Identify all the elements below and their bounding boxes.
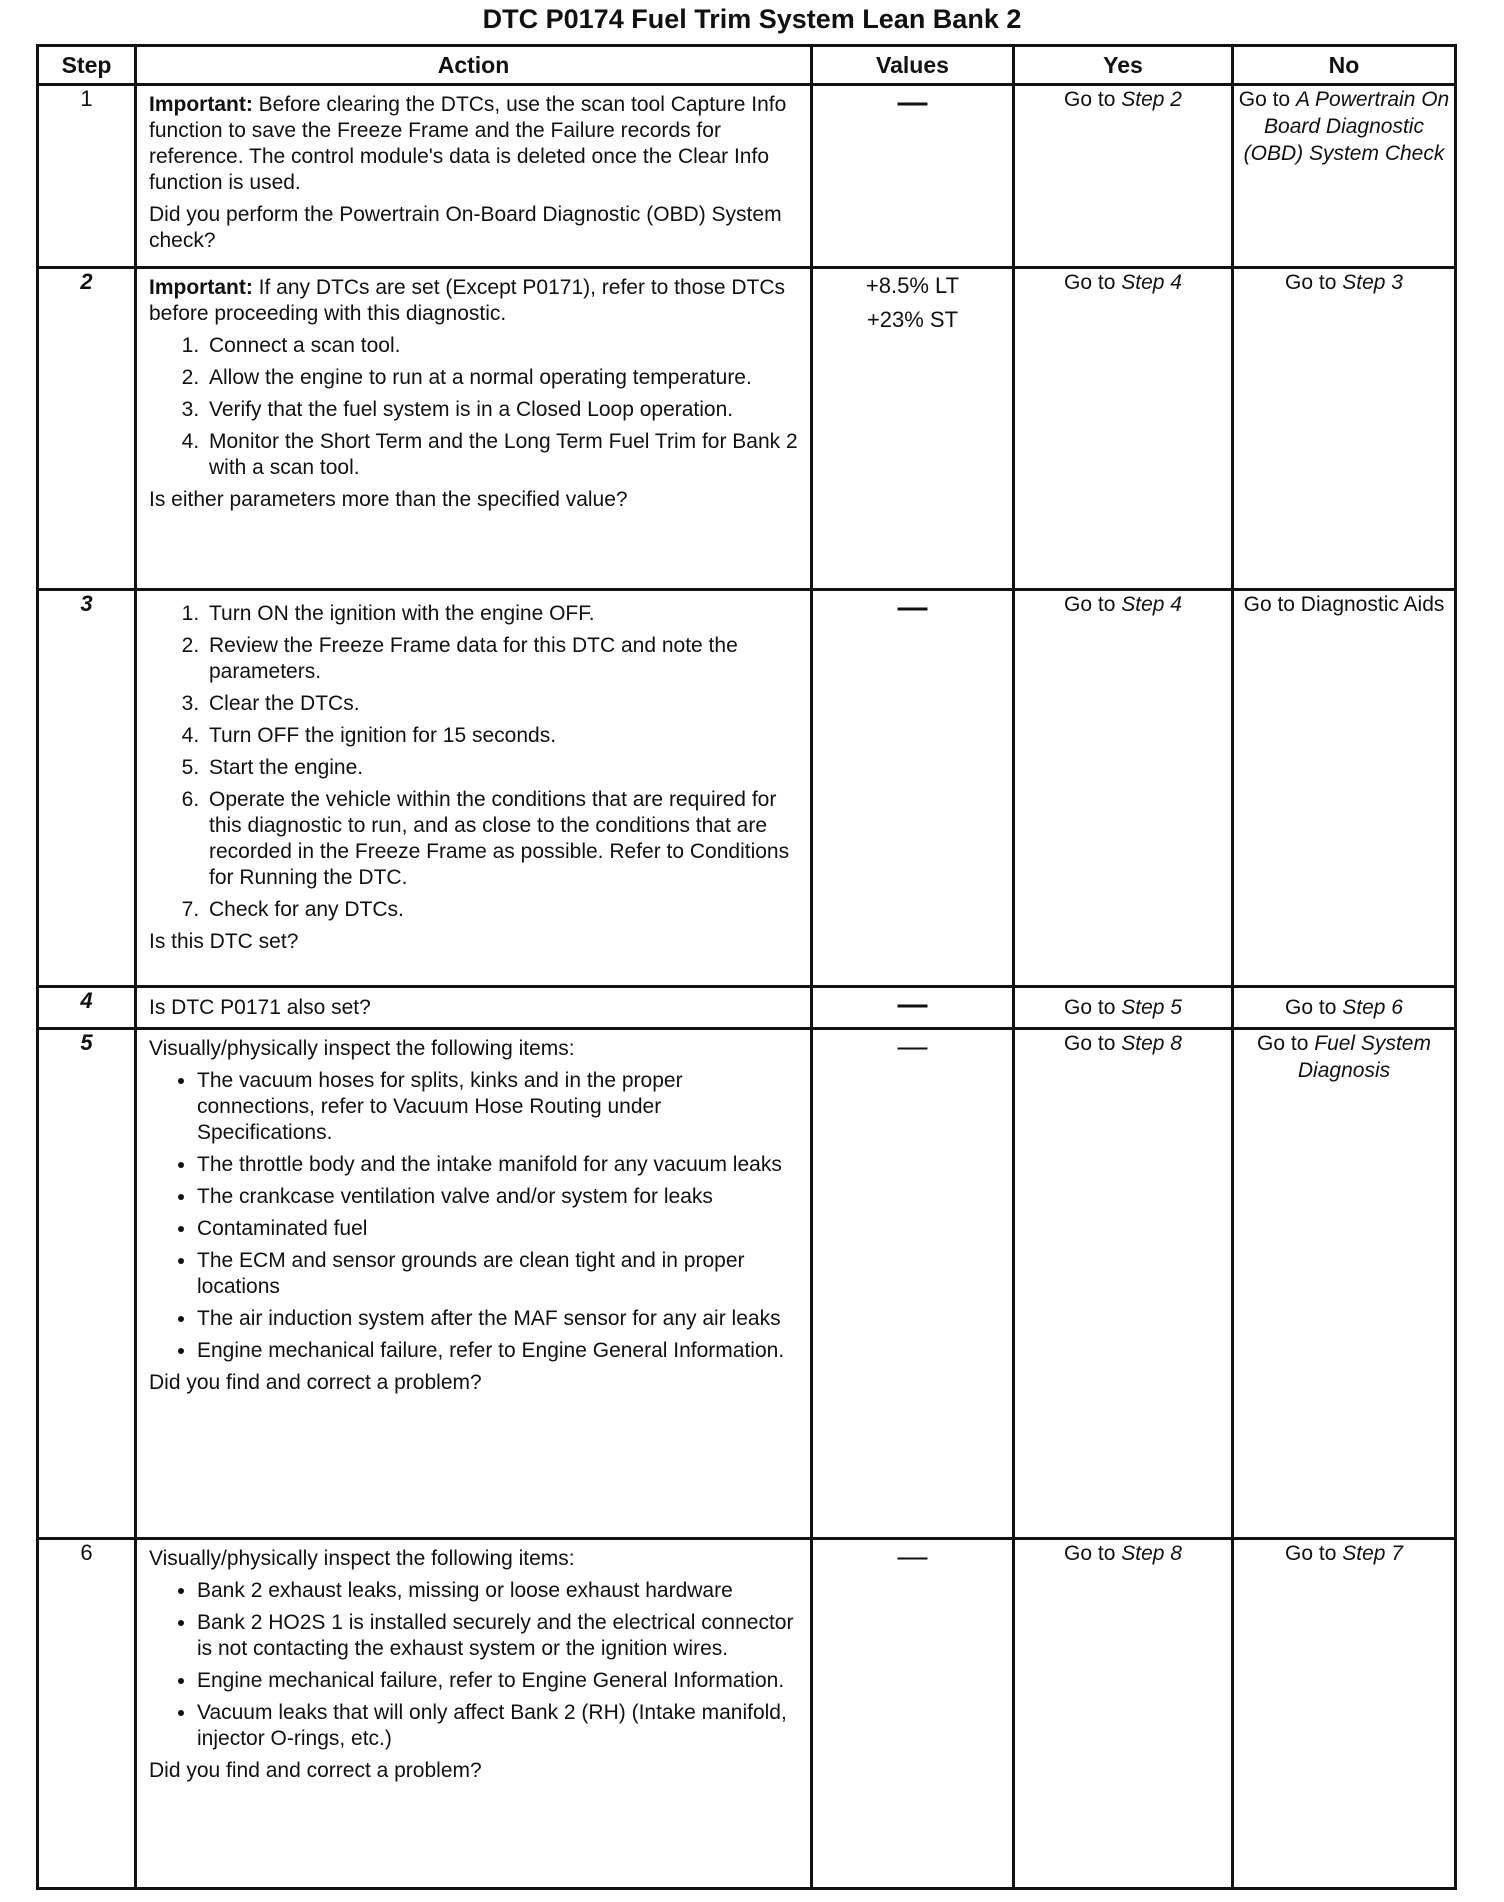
list-item: 6. Operate the vehicle within the conditions that are required for this diagnostic to run, and as close to the conditions that are recorded in the Freeze Frame as possible. Refer to Conditions for Running the DTC. xyxy=(205,787,800,891)
list-item: 2. Review the Freeze Frame data for this DTC and note the parameters. xyxy=(205,633,800,685)
yes-cell xyxy=(1014,1539,1233,1889)
header-row xyxy=(38,46,1456,85)
table-row xyxy=(38,1029,1456,1539)
list-item: 4. Turn OFF the ignition for 15 seconds. xyxy=(205,723,800,749)
no-cell xyxy=(1233,1539,1456,1889)
diagnostic-table xyxy=(36,44,1457,1890)
inspect-intro: Visually/physically inspect the following items: xyxy=(149,1547,575,1570)
procedure-list xyxy=(149,333,800,481)
table-row xyxy=(38,268,1456,590)
yes-cell xyxy=(1014,85,1233,268)
step-question: Did you find and correct a problem? xyxy=(149,1759,482,1782)
important-note xyxy=(149,92,800,196)
list-item: • Bank 2 exhaust leaks, missing or loose exhaust hardware xyxy=(197,1578,800,1604)
yes-cell xyxy=(1014,987,1233,1029)
step-question: Is this DTC set? xyxy=(149,930,299,953)
table-row xyxy=(38,590,1456,987)
table-row xyxy=(38,1539,1456,1889)
important-text: Before clearing the DTCs, use the scan tool Capture Info function to save the Freeze Frame and the Failure records for reference. The control module's data is deleted once the Clear Info function is used. xyxy=(149,93,787,194)
no-link[interactable]: Go to Step 7 xyxy=(1285,1542,1403,1565)
step-question: Is DTC P0171 also set? xyxy=(149,995,371,1019)
no-cell xyxy=(1233,1029,1456,1539)
values-cell xyxy=(812,590,1014,987)
yes-cell xyxy=(1014,1029,1233,1539)
step-number: 6 xyxy=(38,1539,136,1889)
values-cell xyxy=(812,1539,1014,1889)
table-row xyxy=(38,85,1456,268)
step-number: 2 xyxy=(38,268,136,590)
list-item: 3. Clear the DTCs. xyxy=(205,691,800,717)
list-item: 1. Connect a scan tool. xyxy=(205,333,800,359)
yes-cell xyxy=(1014,268,1233,590)
step-number: 3 xyxy=(38,590,136,987)
values-cell xyxy=(812,268,1014,590)
no-link[interactable]: Go to Fuel System Diagnosis xyxy=(1257,1032,1431,1082)
list-item: • The crankcase ventilation valve and/or system for leaks xyxy=(197,1184,800,1210)
yes-link[interactable]: Go to Step 5 xyxy=(1064,996,1182,1019)
header-no: No xyxy=(1233,46,1456,85)
step-number: 4 xyxy=(38,987,136,1029)
values-cell xyxy=(812,1029,1014,1539)
no-cell xyxy=(1233,85,1456,268)
yes-link[interactable]: Go to Step 8 xyxy=(1064,1542,1182,1565)
important-label: Important: xyxy=(149,276,253,299)
page-title: DTC P0174 Fuel Trim System Lean Bank 2 xyxy=(482,4,1022,34)
no-cell xyxy=(1233,987,1456,1029)
list-item: • The ECM and sensor grounds are clean tight and in proper locations xyxy=(197,1248,800,1300)
value-long-term: +8.5% LT xyxy=(865,273,960,298)
step-number: 1 xyxy=(38,85,136,268)
action-cell xyxy=(136,987,812,1029)
values-cell xyxy=(812,85,1014,268)
header-step: Step xyxy=(38,46,136,85)
header-values: Values xyxy=(812,46,1014,85)
no-link[interactable]: Go to Step 6 xyxy=(1285,996,1403,1019)
value-dash: — xyxy=(897,1540,928,1573)
action-cell xyxy=(136,85,812,268)
value-dash: — xyxy=(897,988,928,1021)
procedure-list xyxy=(149,601,800,923)
no-link[interactable]: Go to Step 3 xyxy=(1285,271,1403,294)
yes-link[interactable]: Go to Step 8 xyxy=(1064,1032,1182,1055)
value-dash: — xyxy=(897,591,928,624)
list-item: 5. Start the engine. xyxy=(205,755,800,781)
inspect-intro: Visually/physically inspect the following items: xyxy=(149,1037,575,1060)
step-number: 5 xyxy=(38,1029,136,1539)
yes-link[interactable]: Go to Step 2 xyxy=(1064,88,1182,111)
table-row xyxy=(38,987,1456,1029)
step-question: Did you find and correct a problem? xyxy=(149,1371,482,1394)
no-link[interactable]: Go to Diagnostic Aids xyxy=(1243,593,1445,616)
important-label: Important: xyxy=(149,93,253,116)
no-link[interactable]: Go to A Powertrain On Board Diagnostic (OBD) System Check xyxy=(1238,88,1450,165)
value-short-term: +23% ST xyxy=(866,307,959,332)
list-item: • Vacuum leaks that will only affect Bank 2 (RH) (Intake manifold, injector O-rings, etc.) xyxy=(197,1700,800,1752)
list-item: • The air induction system after the MAF sensor for any air leaks xyxy=(197,1306,800,1332)
action-cell xyxy=(136,268,812,590)
header-action: Action xyxy=(136,46,812,85)
important-note xyxy=(149,275,800,327)
action-cell xyxy=(136,1029,812,1539)
yes-cell xyxy=(1014,590,1233,987)
inspection-list xyxy=(149,1068,800,1364)
list-item: 1. Turn ON the ignition with the engine OFF. xyxy=(205,601,800,627)
step-question: Did you perform the Powertrain On-Board Diagnostic (OBD) System check? xyxy=(149,203,782,252)
step-question: Is either parameters more than the specified value? xyxy=(149,488,628,511)
yes-link[interactable]: Go to Step 4 xyxy=(1064,271,1182,294)
value-dash: — xyxy=(897,86,928,119)
list-item: • Contaminated fuel xyxy=(197,1216,800,1242)
inspection-list xyxy=(149,1578,800,1752)
action-cell xyxy=(136,590,812,987)
list-item: • The throttle body and the intake manifold for any vacuum leaks xyxy=(197,1152,800,1178)
list-item: • Engine mechanical failure, refer to Engine General Information. xyxy=(197,1338,800,1364)
values-cell xyxy=(812,987,1014,1029)
list-item: 4. Monitor the Short Term and the Long Term Fuel Trim for Bank 2 with a scan tool. xyxy=(205,429,800,481)
list-item: 3. Verify that the fuel system is in a Closed Loop operation. xyxy=(205,397,800,423)
important-text: If any DTCs are set (Except P0171), refer to those DTCs before proceeding with this diagnostic. xyxy=(149,276,786,325)
no-cell xyxy=(1233,268,1456,590)
yes-link[interactable]: Go to Step 4 xyxy=(1064,593,1182,616)
list-item: • Engine mechanical failure, refer to Engine General Information. xyxy=(197,1668,800,1694)
no-cell xyxy=(1233,590,1456,987)
list-item: • Bank 2 HO2S 1 is installed securely and the electrical connector is not contacting the exhaust system or the ignition wires. xyxy=(197,1610,800,1662)
list-item: 2. Allow the engine to run at a normal operating temperature. xyxy=(205,365,800,391)
value-dash: — xyxy=(897,1030,928,1063)
list-item: • The vacuum hoses for splits, kinks and in the proper connections, refer to Vacuum Hose Routing under Specifications. xyxy=(197,1068,800,1146)
action-cell xyxy=(136,1539,812,1889)
list-item: 7. Check for any DTCs. xyxy=(205,897,800,923)
header-yes: Yes xyxy=(1014,46,1233,85)
